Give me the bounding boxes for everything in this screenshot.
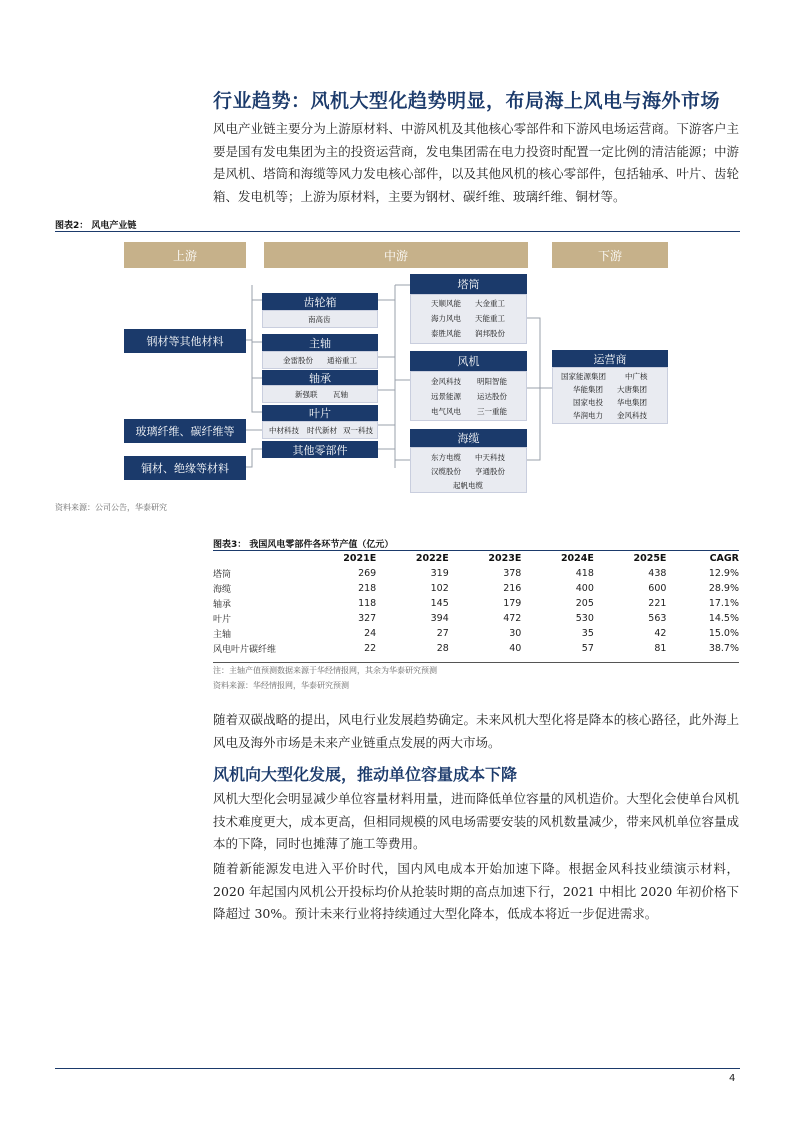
table-cell: 378 [503, 568, 522, 579]
table-cell: 17.1% [708, 598, 739, 609]
table-cell: 218 [358, 583, 377, 594]
page-number: 4 [729, 1073, 736, 1084]
table-row [213, 566, 739, 581]
connector-line [245, 300, 262, 340]
company-name: 华润电力 [573, 411, 603, 420]
table-row [213, 596, 739, 611]
table-cell: 轴承 [213, 600, 232, 610]
company-name: 中广核 [625, 372, 648, 381]
column-header: 2022E [415, 553, 449, 564]
tower-companies [410, 294, 527, 344]
table-row [213, 611, 739, 626]
cable-box: 海缆 [410, 429, 527, 447]
table-3-title: 图表3： 我国风电零部件各环节产值（亿元） [213, 540, 394, 550]
turbine-box: 风机 [410, 351, 527, 371]
company-name: 中材科技 [269, 426, 299, 435]
tower-box: 塔筒 [410, 274, 527, 294]
company-name: 瓦轴 [333, 390, 348, 399]
company-name: 天顺风能 [431, 299, 461, 308]
midstream-header: 中游 [264, 242, 528, 268]
table-cell: 145 [430, 598, 449, 609]
table-header-row [213, 551, 739, 566]
table-cell: 269 [358, 568, 377, 579]
company-name: 天能重工 [475, 314, 505, 323]
table-cell: 327 [358, 613, 377, 624]
upstream-copper: 铜材、绝缘等材料 [124, 456, 246, 480]
company-name: 通裕重工 [327, 356, 357, 365]
company-name: 金雷股份 [283, 356, 313, 365]
blade-box: 叶片 [262, 405, 378, 421]
column-header: 2021E [343, 553, 377, 564]
table-cell: 30 [509, 628, 522, 639]
table-cell: 530 [575, 613, 594, 624]
table-row [213, 641, 739, 656]
gearbox-companies [262, 310, 378, 328]
operator-box: 运营商 [552, 350, 668, 367]
column-header: 2025E [633, 553, 667, 564]
company-name: 时代新材 [307, 426, 337, 435]
component-output-table [213, 551, 739, 656]
column-header: CAGR [709, 553, 739, 564]
company-name: 三一重能 [477, 407, 507, 416]
figure-2-title: 图表2： 风电产业链 [55, 221, 137, 231]
table-row [213, 626, 739, 641]
column-header: 2023E [488, 553, 522, 564]
column-header [213, 551, 304, 566]
main-shaft-companies [262, 351, 378, 369]
connector-line [252, 340, 262, 342]
table-cell: 81 [654, 643, 667, 654]
company-name: 国家能源集团 [561, 372, 606, 381]
figure-2-source: 资料来源：公司公告，华泰研究 [55, 503, 167, 512]
company-name: 远景能源 [431, 392, 461, 401]
table-row [213, 581, 739, 596]
company-name: 中天科技 [475, 453, 505, 462]
footer-rule [55, 1068, 740, 1069]
table-bottom-rule [213, 662, 739, 663]
blade-companies [262, 421, 378, 439]
table-cell: 319 [430, 568, 449, 579]
operator-companies [552, 367, 668, 424]
turbine-companies [410, 371, 527, 421]
company-name: 汉缆股份 [431, 467, 461, 476]
table-cell: 400 [575, 583, 594, 594]
upstream-fiber: 玻璃纤维、碳纤维等 [124, 419, 246, 443]
company-name: 润邦股份 [475, 329, 505, 338]
other-parts-box: 其他零部件 [262, 441, 378, 458]
company-name: 海力风电 [431, 314, 461, 323]
bearing-box: 轴承 [262, 370, 378, 385]
table-cell: 102 [430, 583, 449, 594]
connector-line [527, 318, 552, 460]
company-name: 东方电缆 [431, 453, 461, 462]
company-name: 南高齿 [308, 315, 331, 324]
company-name: 金风科技 [617, 411, 647, 420]
downstream-header: 下游 [552, 242, 668, 268]
table-cell: 42 [654, 628, 667, 639]
table-cell: 主轴 [213, 630, 232, 640]
scale-paragraph: 风机大型化会明显减少单位容量材料用量，进而降低单位容量的风机造价。大型化会使单台风机技术难度更大，成本更高，但相同规模的风电场需要安装的风机数量减少，带来风机单位容量成本的下降，同时也摊薄了施工等费用。 [213, 791, 739, 851]
connector-line [252, 340, 262, 378]
table-cell: 216 [503, 583, 522, 594]
company-name: 华能集团 [573, 385, 603, 394]
company-name: 亨通股份 [475, 467, 505, 476]
table-cell: 叶片 [213, 615, 232, 625]
company-name: 双一科技 [343, 426, 373, 435]
table-cell: 塔筒 [213, 570, 232, 580]
table-cell: 205 [575, 598, 594, 609]
table-3-note: 注：主轴产值预测数据来源于华经情报网，其余为华泰研究预测 [213, 666, 437, 675]
table-cell: 438 [648, 568, 667, 579]
table-cell: 28 [436, 643, 449, 654]
company-name: 大金重工 [475, 299, 505, 308]
company-name: 电气风电 [431, 407, 461, 416]
cable-companies [410, 447, 527, 493]
company-name: 华电集团 [617, 398, 647, 407]
company-name: 新强联 [295, 390, 318, 399]
table-cell: 394 [430, 613, 449, 624]
table-cell: 221 [648, 598, 667, 609]
table-cell: 118 [358, 598, 377, 609]
connector-line [252, 378, 262, 412]
table-cell: 600 [648, 583, 667, 594]
connector-line [395, 285, 410, 468]
table-cell: 28.9% [708, 583, 739, 594]
intro-paragraph: 风电产业链主要分为上游原材料、中游风机及其他核心零部件和下游风电场运营商。下游客户主要是国有发电集团为主的投资运营商，发电集团需在电力投资时配置一定比例的清洁能源；中游是风机、塔筒和海缆等风力发电核心部件，以及其他风机的核心零部件，包括轴承、叶片、齿轮箱、发电机等；上游为原材料，主要为钢材、碳纤维、玻璃纤维、铜材等。 [213, 121, 739, 204]
upstream-steel: 钢材等其他材料 [124, 329, 246, 353]
company-name: 明阳智能 [477, 377, 507, 386]
company-name: 大唐集团 [617, 385, 647, 394]
company-name: 国家电投 [573, 398, 603, 407]
connector-line [245, 285, 252, 340]
table-cell: 24 [364, 628, 377, 639]
table-cell: 563 [648, 613, 667, 624]
table-cell: 40 [509, 643, 522, 654]
company-name: 泰胜风能 [431, 329, 461, 338]
upstream-header: 上游 [124, 242, 246, 268]
cost-decline-paragraph: 随着新能源发电进入平价时代，国内风电成本开始加速下降。根据金风科技业绩演示材料，2020 年起国内风机公开投标均价从抢装时期的高点加速下行，2021 中相比 2020 年初价格下降超过 30%。预计未来行业将持续通过大型化降本，低成本将近一步促进需求。 [213, 861, 739, 921]
company-name: 运达股份 [477, 392, 507, 401]
bearing-companies [262, 385, 378, 403]
company-name: 起帆电缆 [453, 481, 483, 490]
table-cell: 27 [436, 628, 449, 639]
table-cell: 14.5% [708, 613, 739, 624]
gearbox-box: 齿轮箱 [262, 293, 378, 310]
table-cell: 35 [581, 628, 594, 639]
table-cell: 风电叶片碳纤维 [213, 645, 277, 655]
table-cell: 179 [503, 598, 522, 609]
table-3-source: 资料来源：华经情报网，华泰研究预测 [213, 681, 349, 690]
table-cell: 22 [364, 643, 377, 654]
table-cell: 海缆 [213, 585, 232, 595]
table-cell: 418 [575, 568, 594, 579]
table-cell: 57 [581, 643, 594, 654]
table-cell: 15.0% [708, 628, 739, 639]
connector-line [245, 449, 262, 467]
table-cell: 12.9% [708, 568, 739, 579]
main-shaft-box: 主轴 [262, 334, 378, 351]
column-header: 2024E [560, 553, 594, 564]
table-cell: 472 [503, 613, 522, 624]
dual-carbon-paragraph: 随着双碳战略的提出，风电行业发展趋势确定。未来风机大型化将是降本的核心路径，此外海上风电及海外市场是未来产业链重点发展的两大市场。 [213, 712, 739, 750]
company-name: 金风科技 [431, 377, 461, 386]
section-heading-industry-trend: 行业趋势：风机大型化趋势明显，布局海上风电与海外市场 [213, 90, 721, 112]
section-heading-turbine-scale: 风机向大型化发展，推动单位容量成本下降 [213, 765, 518, 784]
table-cell: 38.7% [708, 643, 739, 654]
